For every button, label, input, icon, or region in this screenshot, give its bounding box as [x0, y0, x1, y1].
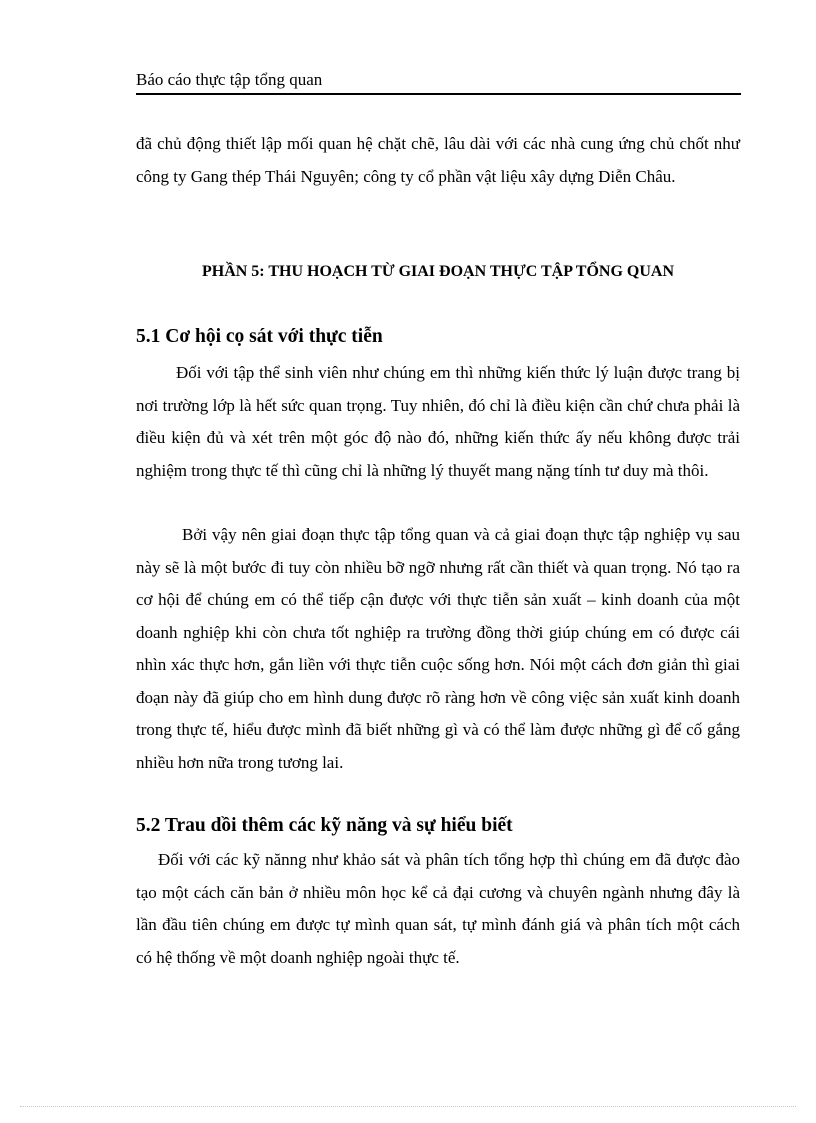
paragraph-5-1-a: Đối với tập thể sinh viên như chúng em thì những kiến thức lý luận được trang bị nơi trường lớp là hết sức quan trọng. Tuy nhiên, đó chỉ là điều kiện cần chứ chưa phải là điều kiện đủ và xét trên một góc độ nào đó, những kiến thức ấy nếu không được trải nghiệm trong thực tế thì cũng chỉ là những lý thuyết mang nặng tính tư duy mà thôi. [136, 363, 740, 480]
paragraph-5-1-b: Bởi vậy nên giai đoạn thực tập tổng quan và cả giai đoạn thực tập nghiệp vụ sau này sẽ là một bước đi tuy còn nhiều bỡ ngỡ nhưng rất cần thiết và quan trọng. Nó tạo ra cơ hội để chúng em có thể tiếp cận được với thực tiễn sản xuất – kinh doanh của một doanh nghiệp khi còn chưa tốt nghiệp ra trường đồng thời giúp chúng em có được cái nhìn xác thực hơn, gắn liền với thực tiễn cuộc sống hơn. Nói một cách đơn giản thì giai đoạn này đã giúp cho em hình dung được rõ ràng hơn về công việc sản xuất kinh doanh trong thực tế, hiểu được mình đã biết những gì và có thể làm được những gì để cố gắng nhiều hơn nữa trong tương lai. [136, 525, 740, 772]
paragraph-5-2-a: Đối với các kỹ nănng như khảo sát và phân tích tổng hợp thì chúng em đã được đào tạo một cách căn bản ở nhiều môn học kể cả đại cương và chuyên ngành nhưng đây là lần đầu tiên chúng em được tự mình quan sát, tự mình đánh giá và phân tích một cách có hệ thống về một doanh nghiệp ngoài thực tế. [136, 850, 740, 967]
heading-5-2: 5.2 Trau dồi thêm các kỹ năng và sự hiểu biết [136, 815, 513, 836]
header-rule [136, 93, 741, 95]
footer-dotted-line [20, 1106, 796, 1107]
intro-paragraph: đã chủ động thiết lập mối quan hệ chặt chẽ, lâu dài với các nhà cung ứng chủ chốt như công ty Gang thép Thái Nguyên; công ty cổ phần vật liệu xây dựng Diễn Châu. [136, 134, 740, 186]
heading-5-1: 5.1 Cơ hội cọ sát với thực tiễn [136, 326, 383, 347]
running-header: Báo cáo thực tập tổng quan [136, 70, 323, 89]
section-title: PHẦN 5: THU HOẠCH TỪ GIAI ĐOẠN THỰC TẬP TỔNG QUAN [201, 263, 675, 280]
